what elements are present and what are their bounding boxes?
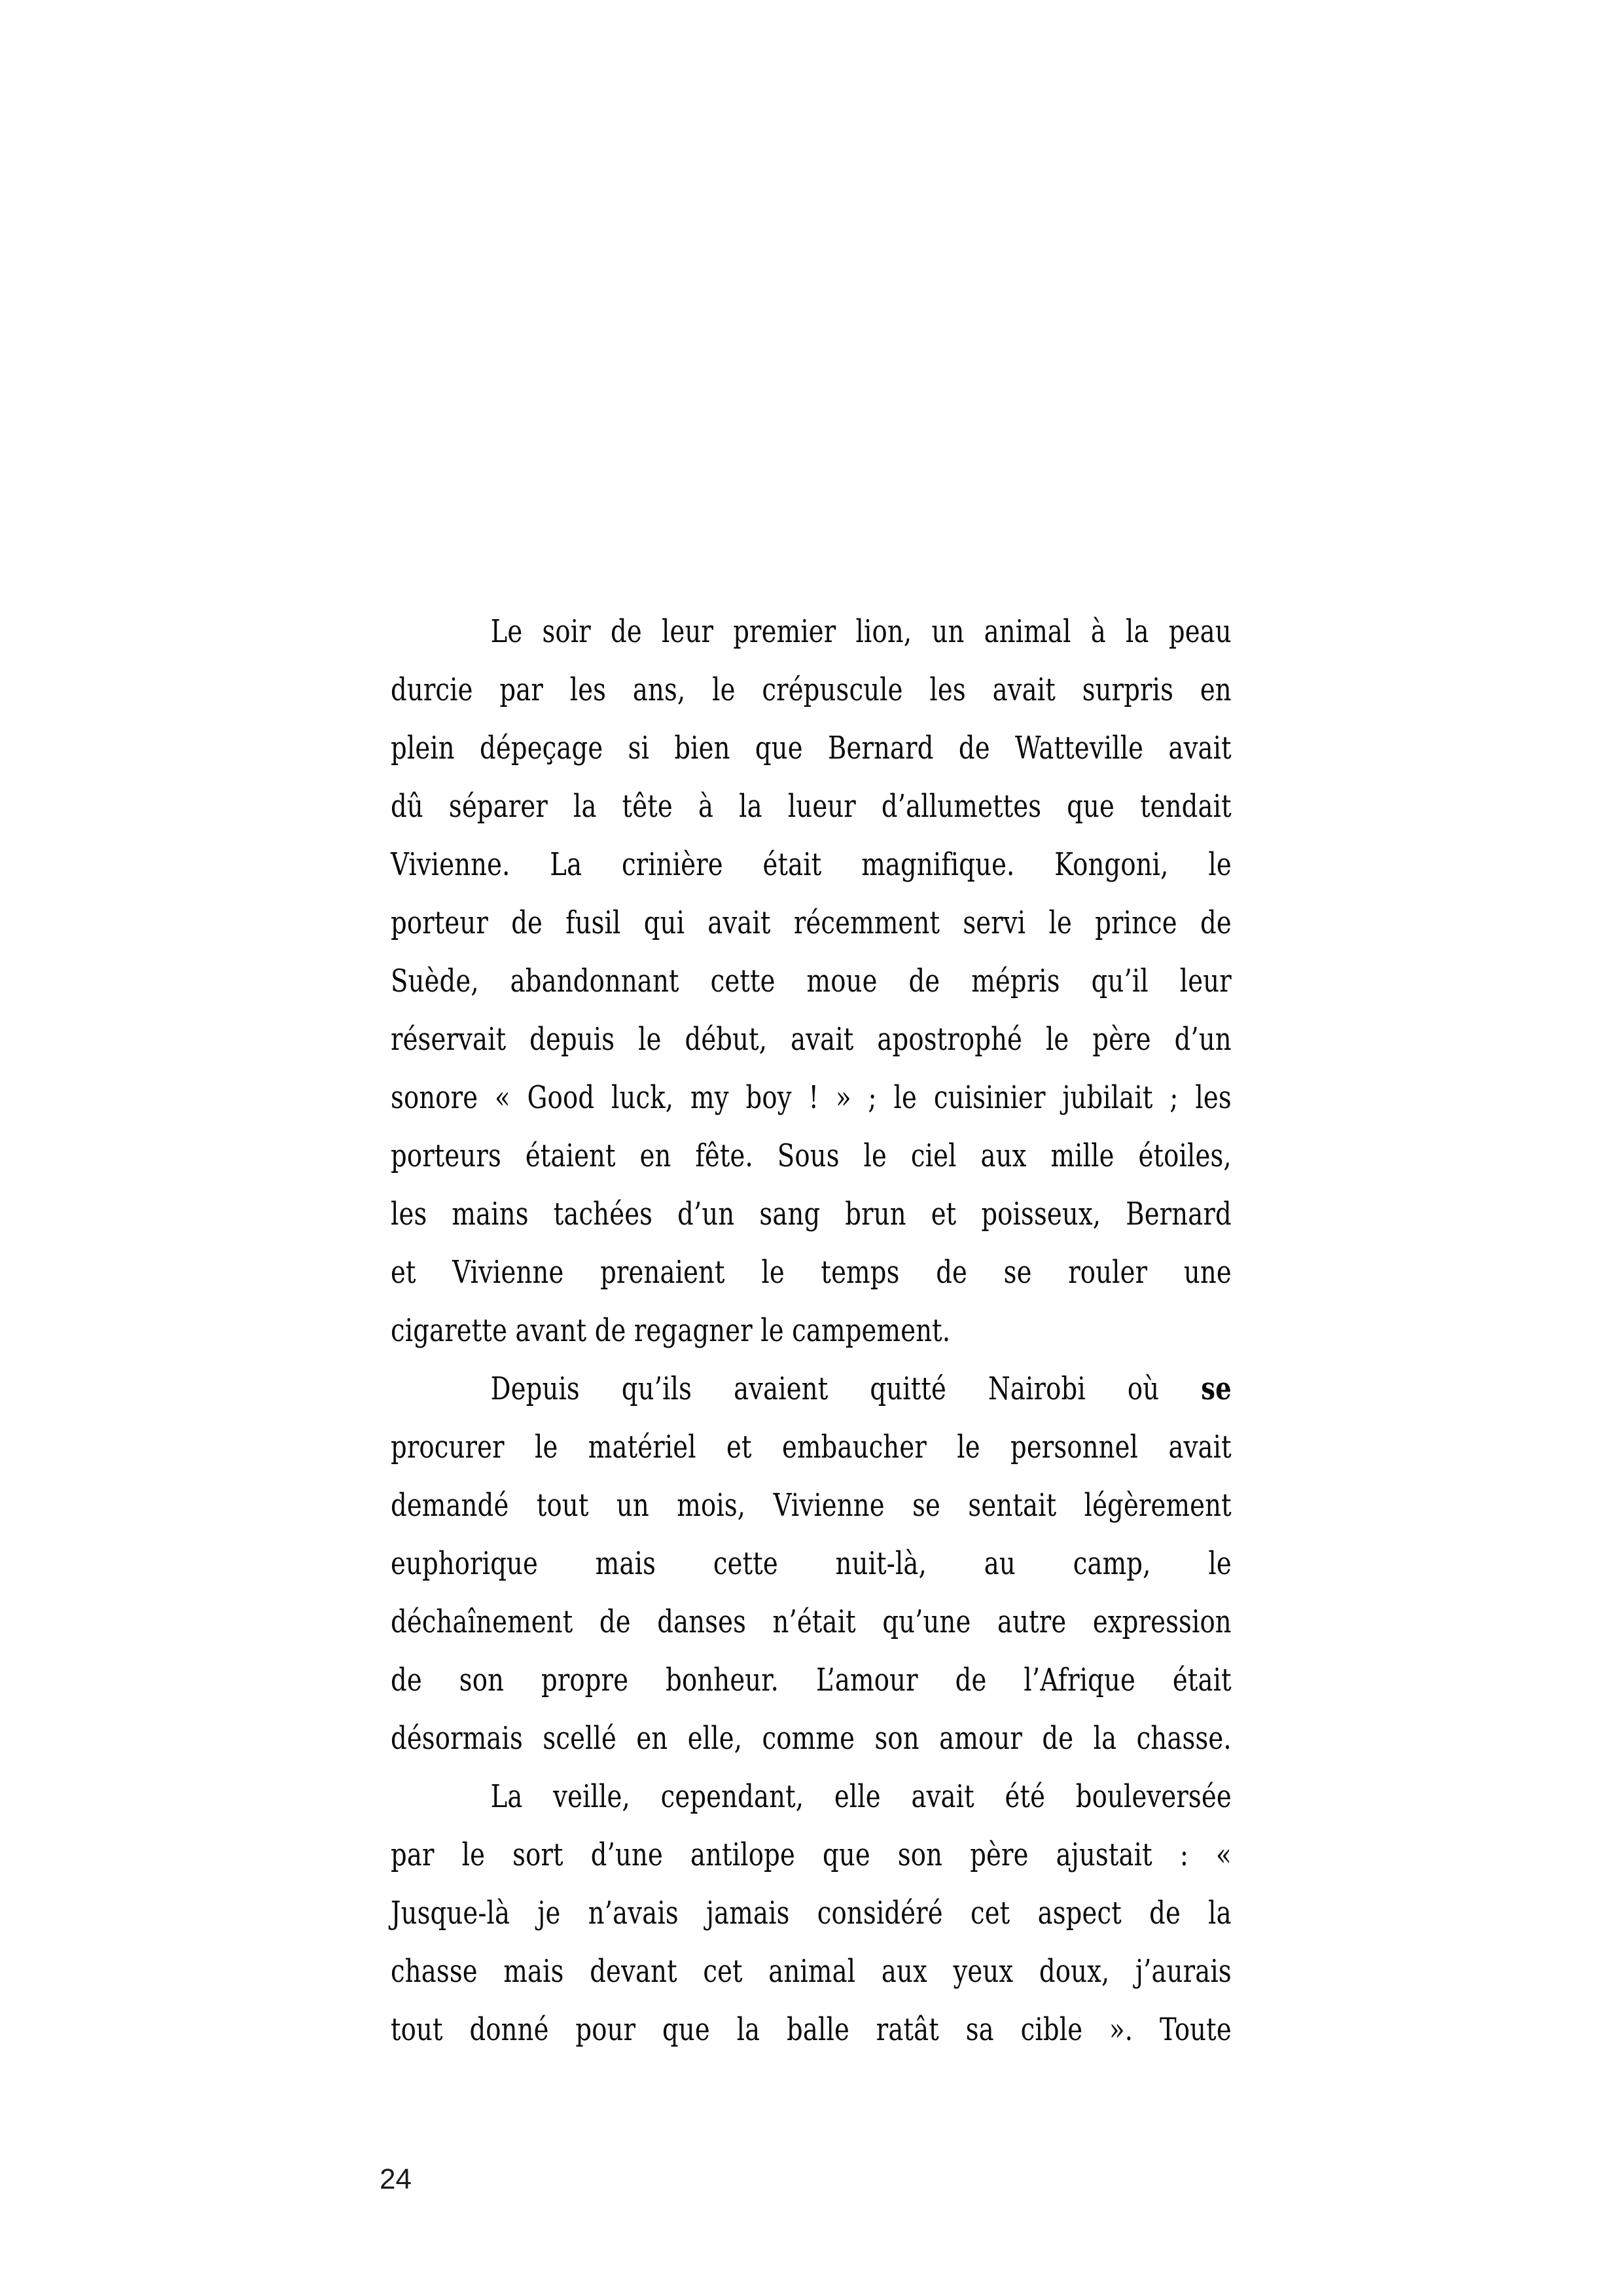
paragraph xyxy=(391,1360,1232,1768)
text-line: Le soir de leur premier lion, un animal à la peau xyxy=(490,613,1232,650)
text-line: tout donné pour que la balle ratât sa cible ». Toute xyxy=(391,2011,1232,2048)
text-line: et Vivienne prenaient le temps de se rouler une xyxy=(391,1254,1232,1291)
text-line: Jusque-là je n’avais jamais considéré cet aspect de la xyxy=(391,1895,1232,1931)
text-line: déchaînement de danses n’était qu’une autre expression xyxy=(391,1604,1232,1640)
text-line: Vivienne. La crinière était magnifique. Kongoni, le xyxy=(391,846,1232,883)
body-text xyxy=(391,603,1232,2059)
text-line: chasse mais devant cet animal aux yeux doux, j’aurais xyxy=(391,1953,1232,1990)
text-line: désormais scellé en elle, comme son amour de la chasse. xyxy=(391,1720,1232,1757)
text-line: sonore « Good luck, my boy ! » ; le cuisinier jubilait ; les xyxy=(391,1079,1232,1116)
text-line: procurer le matériel et embaucher le personnel avait xyxy=(391,1429,1232,1465)
text-line: Suède, abandonnant cette moue de mépris qu’il leur xyxy=(391,963,1232,999)
text-line: durcie par les ans, le crépuscule les avait surpris en xyxy=(391,672,1232,708)
text-line: La veille, cependant, elle avait été bouleversée xyxy=(490,1778,1232,1815)
text-line: les mains tachées d’un sang brun et poisseux, Bernard xyxy=(391,1196,1232,1232)
paragraph xyxy=(391,603,1232,1360)
text-line: par le sort d’une antilope que son père ajustait : « xyxy=(391,1837,1232,1873)
text-line: réservait depuis le début, avait apostrophé le père d’un xyxy=(391,1021,1232,1058)
bold-word: se xyxy=(1201,1371,1232,1407)
text-line: euphorique mais cette nuit-là, au camp, le xyxy=(391,1545,1232,1582)
text-line: cigarette avant de regagner le campement. xyxy=(391,1312,951,1349)
text-line: demandé tout un mois, Vivienne se sentait légèrement xyxy=(391,1487,1232,1524)
text-line: porteurs étaient en fête. Sous le ciel aux mille étoiles, xyxy=(391,1138,1232,1174)
page-number: 24 xyxy=(380,2163,412,2195)
text-line: Depuis qu’ils avaient quitté Nairobi où se xyxy=(490,1371,1232,1407)
text-line: de son propre bonheur. L’amour de l’Afrique était xyxy=(391,1662,1232,1698)
text-line: plein dépeçage si bien que Bernard de Watteville avait xyxy=(391,730,1232,766)
text-line: dû séparer la tête à la lueur d’allumettes que tendait xyxy=(391,788,1232,825)
text-line: porteur de fusil qui avait récemment servi le prince de xyxy=(391,905,1232,941)
paragraph xyxy=(391,1768,1232,2059)
